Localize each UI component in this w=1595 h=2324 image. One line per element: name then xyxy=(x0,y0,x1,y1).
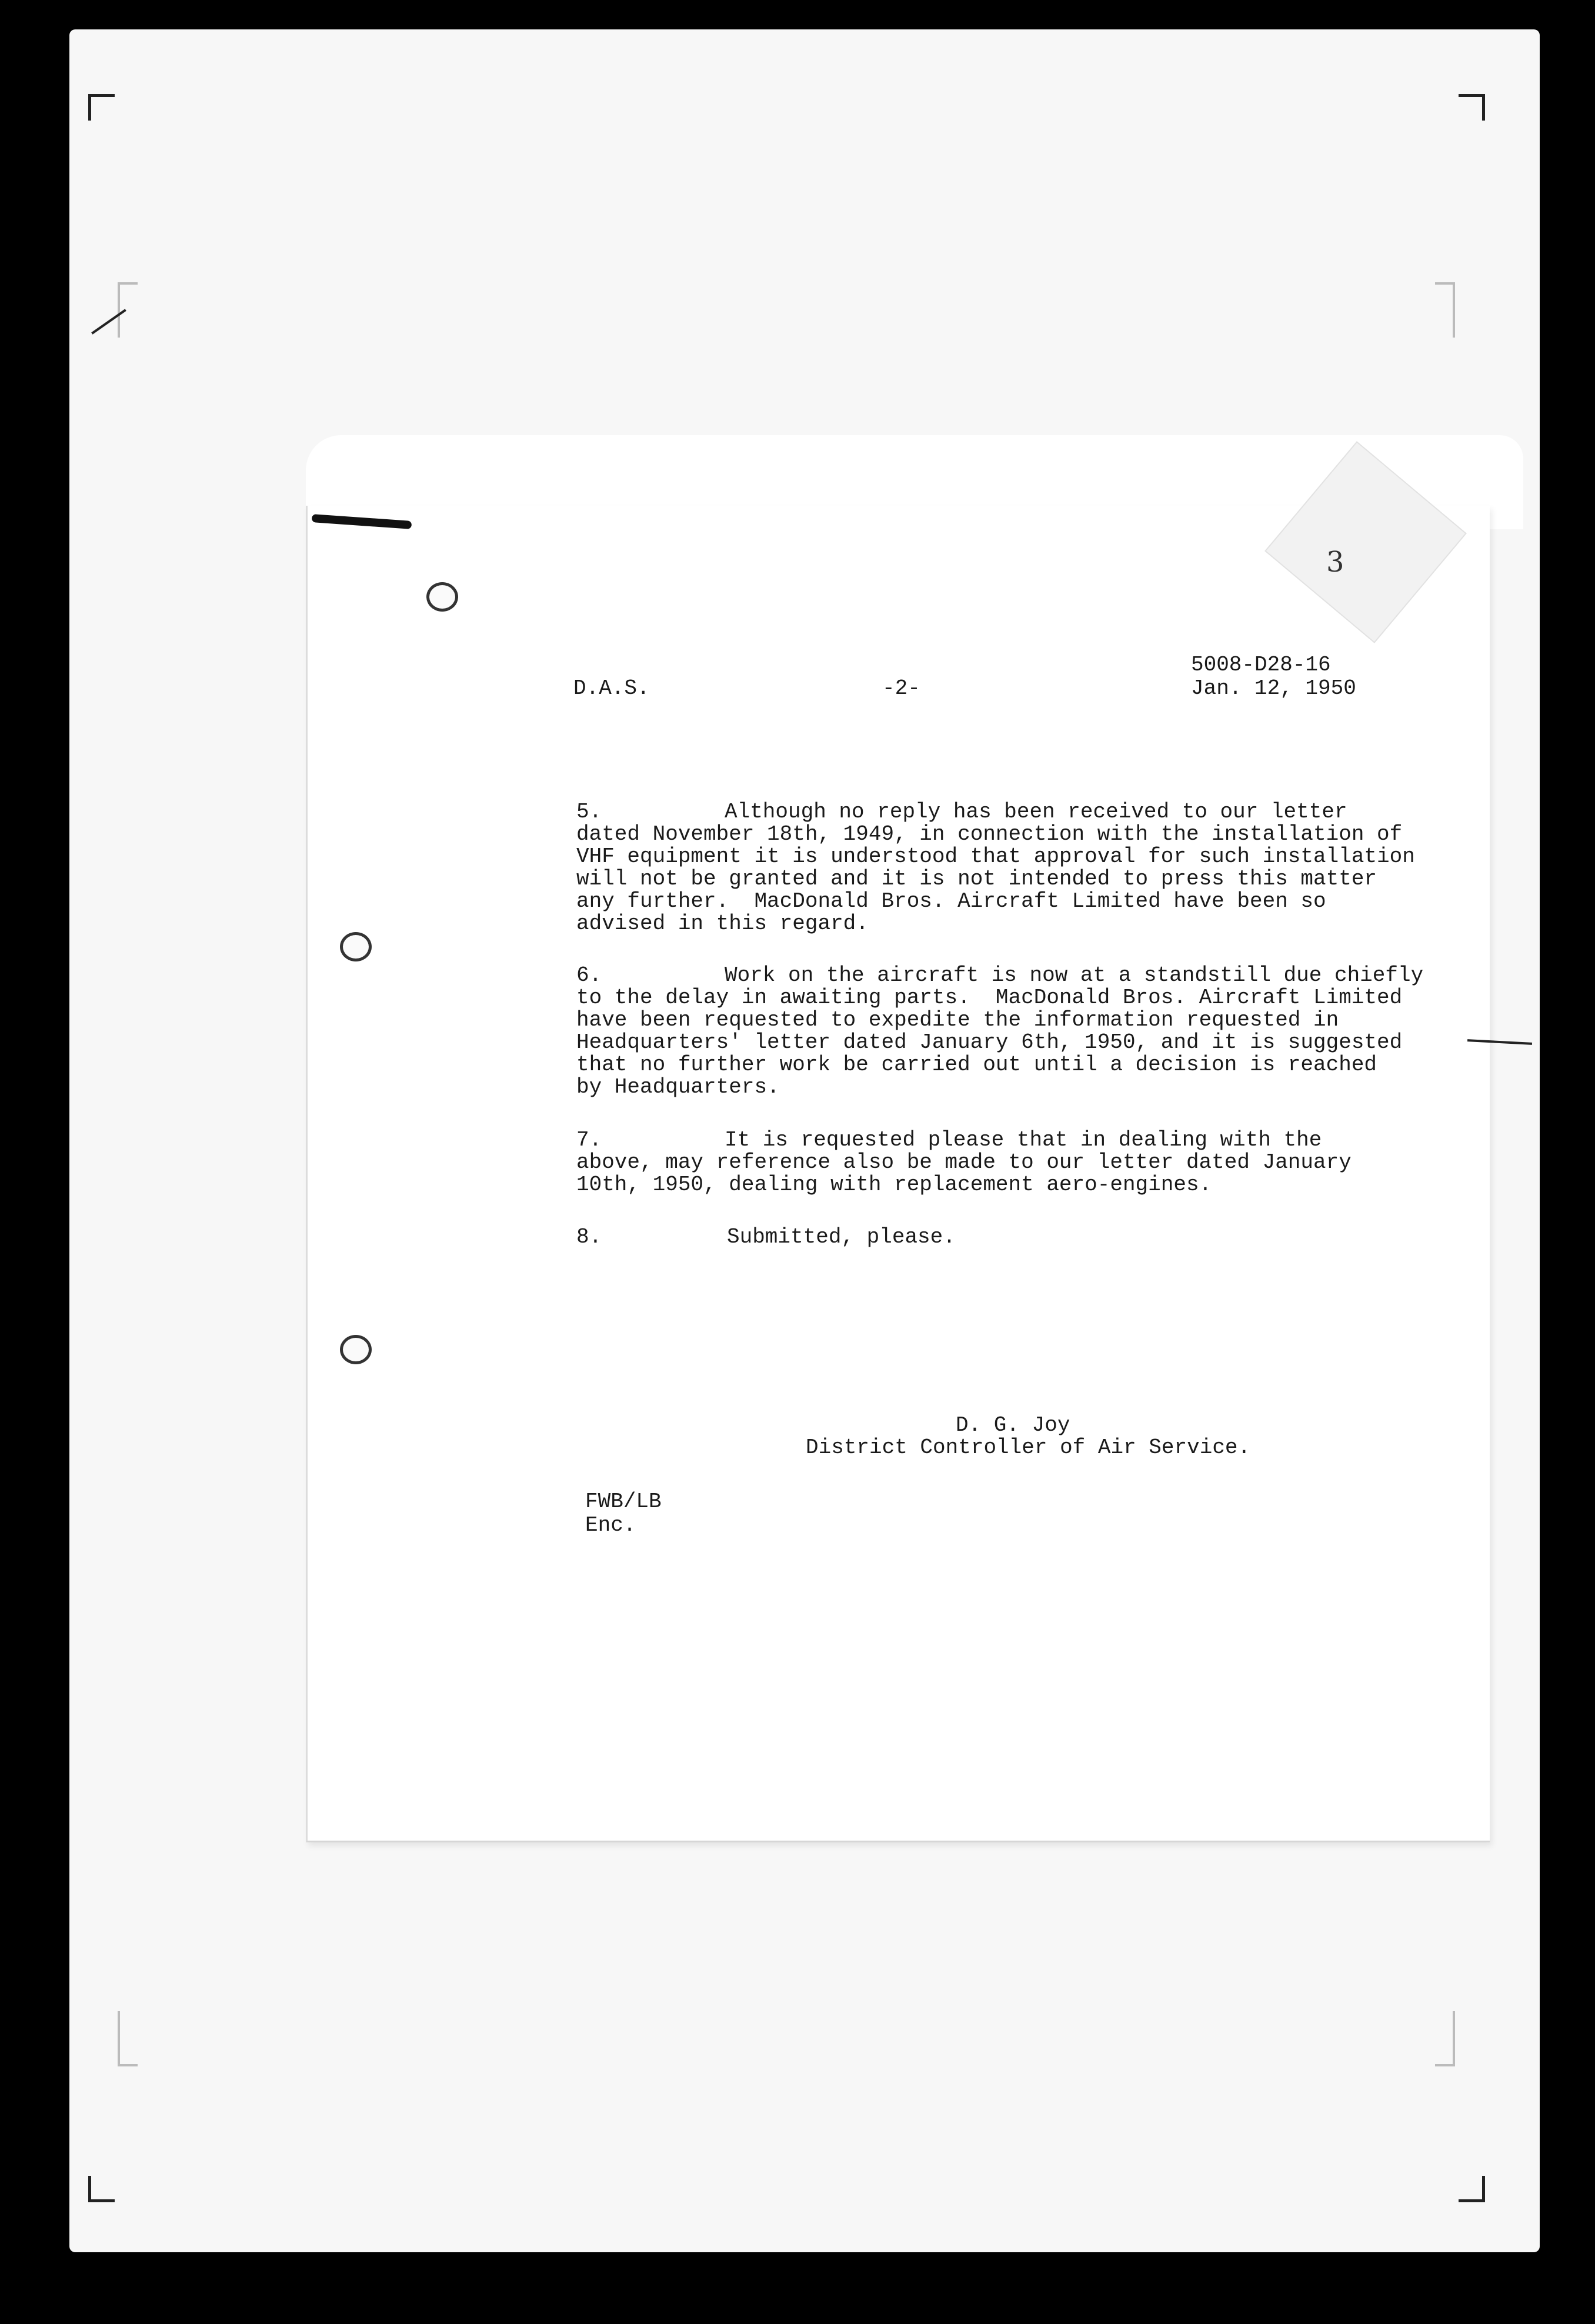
handwritten-page-mark: 3 xyxy=(1326,546,1344,579)
paragraph-line: have been requested to expedite the information requested in xyxy=(576,1008,1339,1032)
paragraph-line: 10th, 1950, dealing with replacement aero-engines. xyxy=(576,1173,1212,1197)
paragraph-line: Submitted, please. xyxy=(727,1225,956,1249)
paragraph-line: by Headquarters. xyxy=(576,1075,780,1099)
letter-date: Jan. 12, 1950 xyxy=(1191,676,1356,700)
punch-hole xyxy=(340,932,372,961)
paragraph-line: Headquarters' letter dated January 6th, 1950, and it is suggested xyxy=(576,1030,1403,1054)
frame-corner-bottom-right xyxy=(1459,2176,1485,2202)
punch-hole xyxy=(340,1335,372,1364)
addressee: D.A.S. xyxy=(573,676,650,700)
paragraph-line: that no further work be carried out until a decision is reached xyxy=(576,1053,1377,1077)
paragraph-line: advised in this regard. xyxy=(576,911,869,936)
reference-initials: FWB/LB xyxy=(585,1490,662,1514)
paragraph-number: 5. xyxy=(576,800,602,824)
page-number: -2- xyxy=(882,676,920,700)
paragraph-line: VHF equipment it is understood that approval for such installation xyxy=(576,844,1415,869)
crop-mark xyxy=(118,2011,138,2066)
paragraph-line: It is requested please that in dealing with the xyxy=(725,1128,1322,1152)
paragraph-number: 7. xyxy=(576,1128,602,1152)
enclosure-note: Enc. xyxy=(585,1513,636,1537)
paragraph-line: Work on the aircraft is now at a standstill due chiefly xyxy=(725,963,1424,987)
crop-mark xyxy=(118,282,138,338)
paragraph-line: any further. MacDonald Bros. Aircraft Limited have been so xyxy=(576,889,1326,913)
signature-name: D. G. Joy xyxy=(956,1413,1070,1437)
paragraph-line: above, may reference also be made to our letter dated January xyxy=(576,1150,1352,1174)
frame-corner-top-left xyxy=(88,94,115,121)
frame-corner-bottom-left xyxy=(88,2176,115,2202)
paragraph-line: dated November 18th, 1949, in connection with the installation of xyxy=(576,822,1403,846)
staple-hole xyxy=(426,582,458,612)
crop-mark xyxy=(1435,282,1455,338)
crop-mark xyxy=(1435,2011,1455,2066)
file-number: 5008-D28-16 xyxy=(1191,653,1331,677)
frame-corner-top-right xyxy=(1459,94,1485,121)
signature-title: District Controller of Air Service. xyxy=(806,1435,1251,1460)
paragraph-line: to the delay in awaiting parts. MacDonald Bros. Aircraft Limited xyxy=(576,986,1403,1010)
paragraph-number: 8. xyxy=(576,1225,602,1249)
paragraph-line: will not be granted and it is not intended to press this matter xyxy=(576,867,1377,891)
paragraph-line: Although no reply has been received to our letter xyxy=(725,800,1347,824)
paragraph-number: 6. xyxy=(576,963,602,987)
